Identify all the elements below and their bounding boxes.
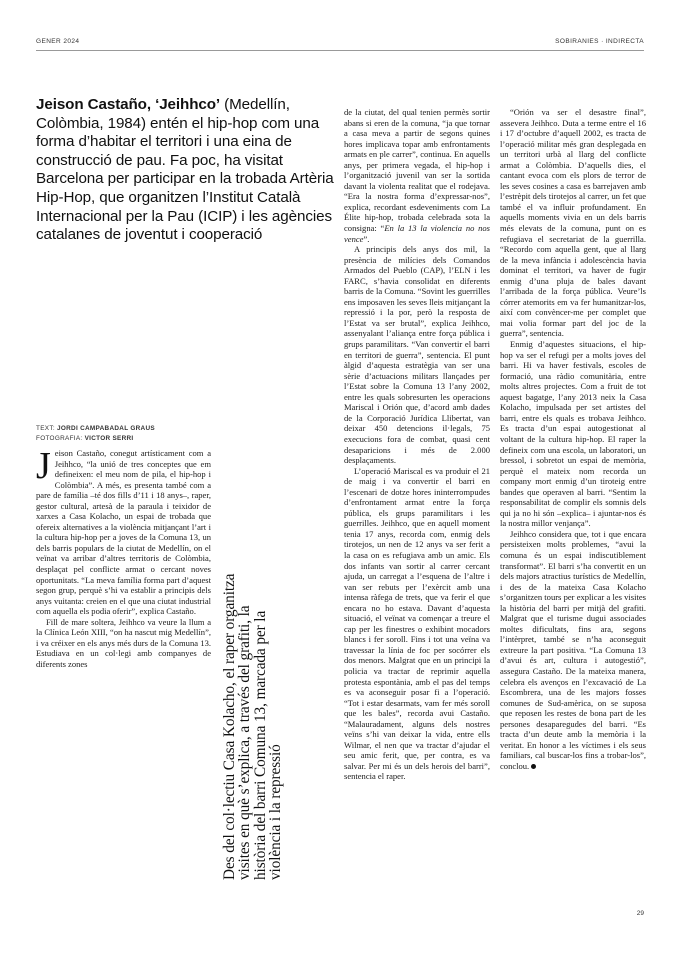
paragraph-text: de la ciutat, del qual tenien permès sortir abans si eren de la comuna, “ja que tornar a casa meva a partir de segons quines hores implicava topar amb enfrontaments armats en ple carrer”, continua. En aquells anys, per primera vegada, el hip-hop i l’organització juvenil van ser la sortida davant la violenta realitat que el rodejava. “Era la nostra forma d’expressar-nos”, explica, recordant esdeveniments com La Élite hip-hop, trobada celebrada sota la consigna: “ <box>344 107 490 234</box>
article-intro <box>36 96 338 245</box>
paragraph <box>500 529 646 772</box>
intro-text: (Medellín, Colòmbia, 1984) entén el hip-hop com una forma d’habitar el territori i una eina de construcció de pau. Fa poc, ha visitat Barcelona per participar en la trobada Artèria Hip-Hop, que organitzen l’Institut Català Internacional per la Pau (ICIP) i les agències catalanes de joventut i cooperació <box>36 96 334 244</box>
running-head-left: GENER 2024 <box>36 38 80 45</box>
paragraph: Enmig d’aquestes situacions, el hip-hop va ser el refugi per a molts joves del barri. Hi va haver festivals, escoles de formació, una ràdio comunitària, entre molts altres projectes. Com a fruit de tot aquest bagatge, l’any 2013 neix la Casa Kolacho, impulsada per set artistes del barri, entre els quals es trobava Jeihhco. Es tracta d’un espai autogestionat al voltant de la cultura hip-hop. El raper la defineix com una escola, un laboratori, un bressol, i sobretot un espai de memòria, perquè el mateix nom recorda un company mort enmig d’un tiroteig entre bandes que operaven al barri. “Sentim la responsabilitat de complir els somnis dels qui ja no hi són –explica– i ajuntar-nos és la nostra millor venjança”. <box>500 339 646 529</box>
photo-credit-author: VICTOR SERRI <box>84 435 134 442</box>
paragraph-text: eison Castaño, conegut artísticament com a Jeihhco, “la unió de tres conceptes que em defineixen: el meu nom de pila, el hip-hop i Colòmbia”. A més, es presenta també com a pare de família –té dos fills d’11 i 18 anys–, raper, gestor cultural, artesà de la paraula i teixidor de xarxes a Casa Kolacho, un espai de trobada que ofereix alternatives a la violència mitjançant l’art i la cultura hip-hop per a joves de la Comuna 13, un dels barris populars de la ciutat de Medellín, on el veïnat va arribar d’altres territoris de Colòmbia, desplaçat pel conflicte armat o cercant noves oportunitats. “La meva família forma part d’aquest segon grup, perquè s’hi va establir a principis dels anys vuitanta: creien en el que una ciutat industrial com aquella els podia oferir”, explica Castaño. <box>36 448 211 617</box>
paragraph-text: ”. <box>363 233 370 244</box>
text-credit-author: JORDI CAMPABADAL GRAUS <box>56 425 155 432</box>
interviewee-name: Jeison Castaño, ‘Jeihhco’ <box>36 96 221 113</box>
drop-cap: J <box>36 445 51 487</box>
body-column-1 <box>36 445 211 669</box>
pullquote-container <box>222 560 322 880</box>
paragraph: “Orión va ser el desastre final”, assevera Jeihhco. Duta a terme entre el 16 i 17 d’octubre d’aquell 2002, es tracta de l’operació militar més gran desplegada en un territori urbà al llarg del conflicte armat a Colòmbia. D’aquells dies, el cantant evoca com els plors de terror de les seves cosines a casa es barrejaven amb l’estrèpit dels tirotejos al carrer, un fet que també el va influir profundament. En aquells moments vivia en un dels barris més elevats de la comuna, punt on es refugiava el secretariat de la guerrilla. “Recordo com aquella gent, que al llarg de la meva infància i adolescència havia dominat el territori, va haver de fugir enmig d’una pluja de bales davant l’arribada de la força pública. Veure’ls córrer atemorits em va fer humanitzar-los, així com convèncer-me per complet que mai volia formar part del joc de la guerra”, sentencia. <box>500 107 646 339</box>
credits <box>36 424 296 444</box>
photo-credit <box>36 434 296 444</box>
body-column-3 <box>500 107 646 771</box>
photo-credit-label: FOTOGRAFIA: <box>36 435 83 442</box>
paragraph: L’operació Mariscal es va produir el 21 de maig i va convertir el barri en l’escenari de dotze hores ininterrompudes d’enfrontament armat entre la força pública, els grups paramilitars i les guerrilles. Jeihhco, que en aquell moment tenia 17 anys, recorda com, enmig dels tirotejos, un nen de 12 anys va ser ferit a la casa on es refugiava amb un amic. Els dos infants van sortir al carrer cercant ajuda, un carregat a l’esquena de l’altre i van ser rebuts per l’exèrcit amb una intensa ràfega de trets, que va ferir el que encara no ho estava. Davant d’aquesta situació, el veïnat va començar a treure el cap per les finestres o exhibint mocadors blancs i fer soroll. Fins i tot una veïna va travessar la línia de foc per socórrer els dos menors. Malgrat que en un principi la policia va tractar de reprimir aquella protesta espontània, amb el pas del temps es va aconseguir posar fi a l’operació. “Tot i estar desarmats, vam fer més soroll que les bales”, recorda avui Castaño. “Malauradament, alguns dels nostres veïns s’hi van deixar la vida, entre ells Wilmar, el nen que va tractar d’ajudar el seu amic ferit, que, per contra, es va salvar. Per mi és un dels herois del barri”, sentencia el raper. <box>344 465 490 782</box>
slogan: En la 13 la violencia no nos vence <box>344 223 491 244</box>
pullquote: Des del col·lectiu Casa Kolacho, el raper organitza visites en què s’explica, a través del grafiti, la història del barri Comuna 13, marcada per la violència i la repressió <box>221 573 285 880</box>
page-number: 29 <box>636 910 644 917</box>
paragraph <box>36 445 211 617</box>
paragraph: A principis dels anys dos mil, la presència de milícies dels Comandos Armados del Pueblo (CAP), l’ELN i les FARC, s’havia consolidat en diferents barris de la Comuna. “Sovint les guerrilles ens imposaven les seves lleis mitjançant la repressió i la por, però la resposta de l’Estat va ser brutal”, explica Jeihhco, assenyalant l’aliança entre força pública i grups paramilitars. “Van convertir el barri en territori de guerra”, sentencia. El punt àlgid d’aquesta estratègia van ser una sèrie d’actuacions militars llançades per l’Estat sobre la Comuna 13 l’any 2002, entre les quals sobresurten les operacions Mariscal i Orión que, d’acord amb dades de la Corporació Jurídica Llibertat, van deixar 450 detencions il·legals, 75 execucions fora de combat, quasi cent desaparicions i més de 2.000 desplaçaments. <box>344 244 490 466</box>
header-rule <box>36 50 644 51</box>
body-column-2 <box>344 107 490 782</box>
text-credit-label: TEXT: <box>36 425 55 432</box>
running-head-right: SOBIRANIES · INDIRECTA <box>555 38 644 45</box>
paragraph <box>344 107 490 244</box>
end-mark-icon <box>531 764 536 769</box>
paragraph-text: Jeihhco considera que, tot i que encara persisteixen molts problemes, “avui la comuna és un espai indiscutiblement transformat”. El barri s’ha convertit en un dels majors atractius turístics de Medellín, i des de la mateixa Casa Kolacho s’organitzen tours per explicar a les visites la història del barri per mitjà del grafiti. Malgrat que el turisme dugui associades moltes dificultats, fins ara, segons l’intèrpret, també se n’ha aconseguit extreure la part positiva. “La Comuna 13 d’avui és art, cultura i autogestió”, assegura Castaño. De la mateixa manera, celebra els avenços en l’excavació de La Escombrera, una de les majors fosses comunes de Sud-amèrica, on se suposa que reposen les restes de bona part de les persones desaparegudes del barri. “Es tracta d’un deute amb la memòria i la veritat. En honor a les víctimes i els seus familiars, cal buscar-los fins a trobar-los”, conclou. <box>500 528 646 771</box>
text-credit <box>36 424 296 434</box>
paragraph: Fill de mare soltera, Jeihhco va veure la llum a la Clínica León XIII, “on ha nascut mig Medellín”, i va créixer en els anys més durs de la Comuna 13. Estudiava en un col·legi amb companyes de diferents zones <box>36 616 211 669</box>
